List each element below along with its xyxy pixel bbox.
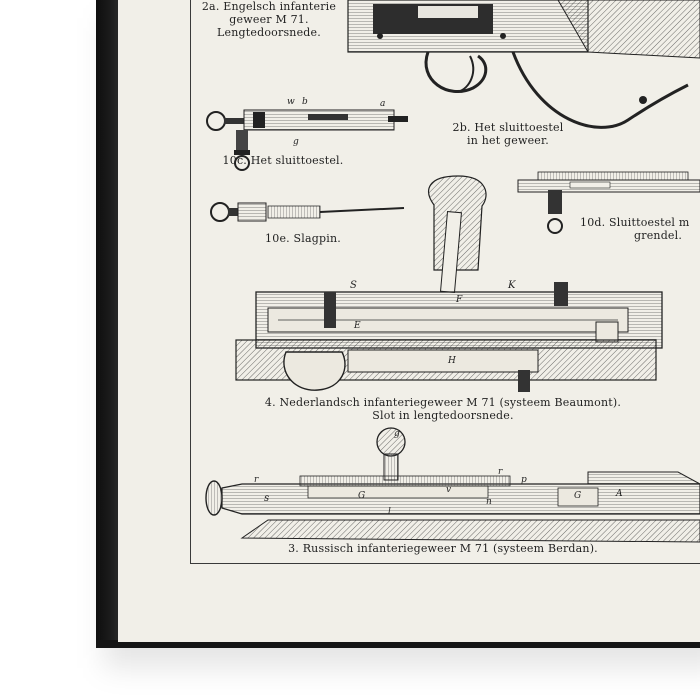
label-H: H xyxy=(448,356,457,366)
label-s: s xyxy=(264,493,270,504)
caption-10c: 10c. Het sluittoestel. xyxy=(222,154,344,167)
label-r2: r xyxy=(498,467,503,477)
caption-2b xyxy=(433,121,583,147)
caption-4-line2: Slot in lengtedoorsnede. xyxy=(372,409,514,422)
caption-2a-line2: geweer M 71. xyxy=(229,13,309,26)
caption-10d-line1: 10d. Sluittoestel m xyxy=(580,216,690,229)
caption-4-line1: 4. Nederlandsch infanteriegeweer M 71 (systeem Beaumont). xyxy=(264,396,622,409)
caption-4 xyxy=(238,396,648,422)
caption-2b-line1: 2b. Het sluittoestel xyxy=(452,121,564,134)
label-p: p xyxy=(521,475,527,485)
caption-2b-line2: in het geweer. xyxy=(467,134,549,147)
label-a: a xyxy=(380,99,386,109)
firing-pin-10e-drawing xyxy=(211,203,404,221)
label-b: b xyxy=(302,97,308,107)
label-w: w xyxy=(287,97,295,107)
label-G: G xyxy=(358,491,366,501)
canvas-frame-edge xyxy=(96,0,120,646)
label-l: l xyxy=(388,507,392,517)
caption-10d xyxy=(580,216,700,242)
label-K: K xyxy=(508,280,516,291)
print-paper xyxy=(118,0,700,642)
label-r: r xyxy=(254,475,259,485)
label-n: n xyxy=(486,497,492,507)
label-A: A xyxy=(616,489,623,499)
rifle-2b-drawing xyxy=(348,0,700,127)
label-g2: g xyxy=(394,429,400,439)
caption-2a-line3: Lengtedoorsnede. xyxy=(217,26,321,39)
caption-10d-line2: grendel. xyxy=(634,229,683,242)
caption-10e: 10e. Slagpin. xyxy=(265,232,341,245)
label-E: E xyxy=(354,321,361,331)
label-g: g xyxy=(293,137,299,147)
caption-2a xyxy=(174,0,364,39)
caption-3: 3. Russisch infanteriegeweer M 71 (systeem Berdan). xyxy=(288,542,598,555)
label-G2: G xyxy=(574,491,582,501)
caption-2a-line1: 2a. Engelsch infanterie xyxy=(201,0,337,13)
label-v: v xyxy=(446,485,452,495)
label-F: F xyxy=(456,295,463,305)
berdan-action-drawing xyxy=(206,428,700,542)
label-S: S xyxy=(350,280,358,291)
